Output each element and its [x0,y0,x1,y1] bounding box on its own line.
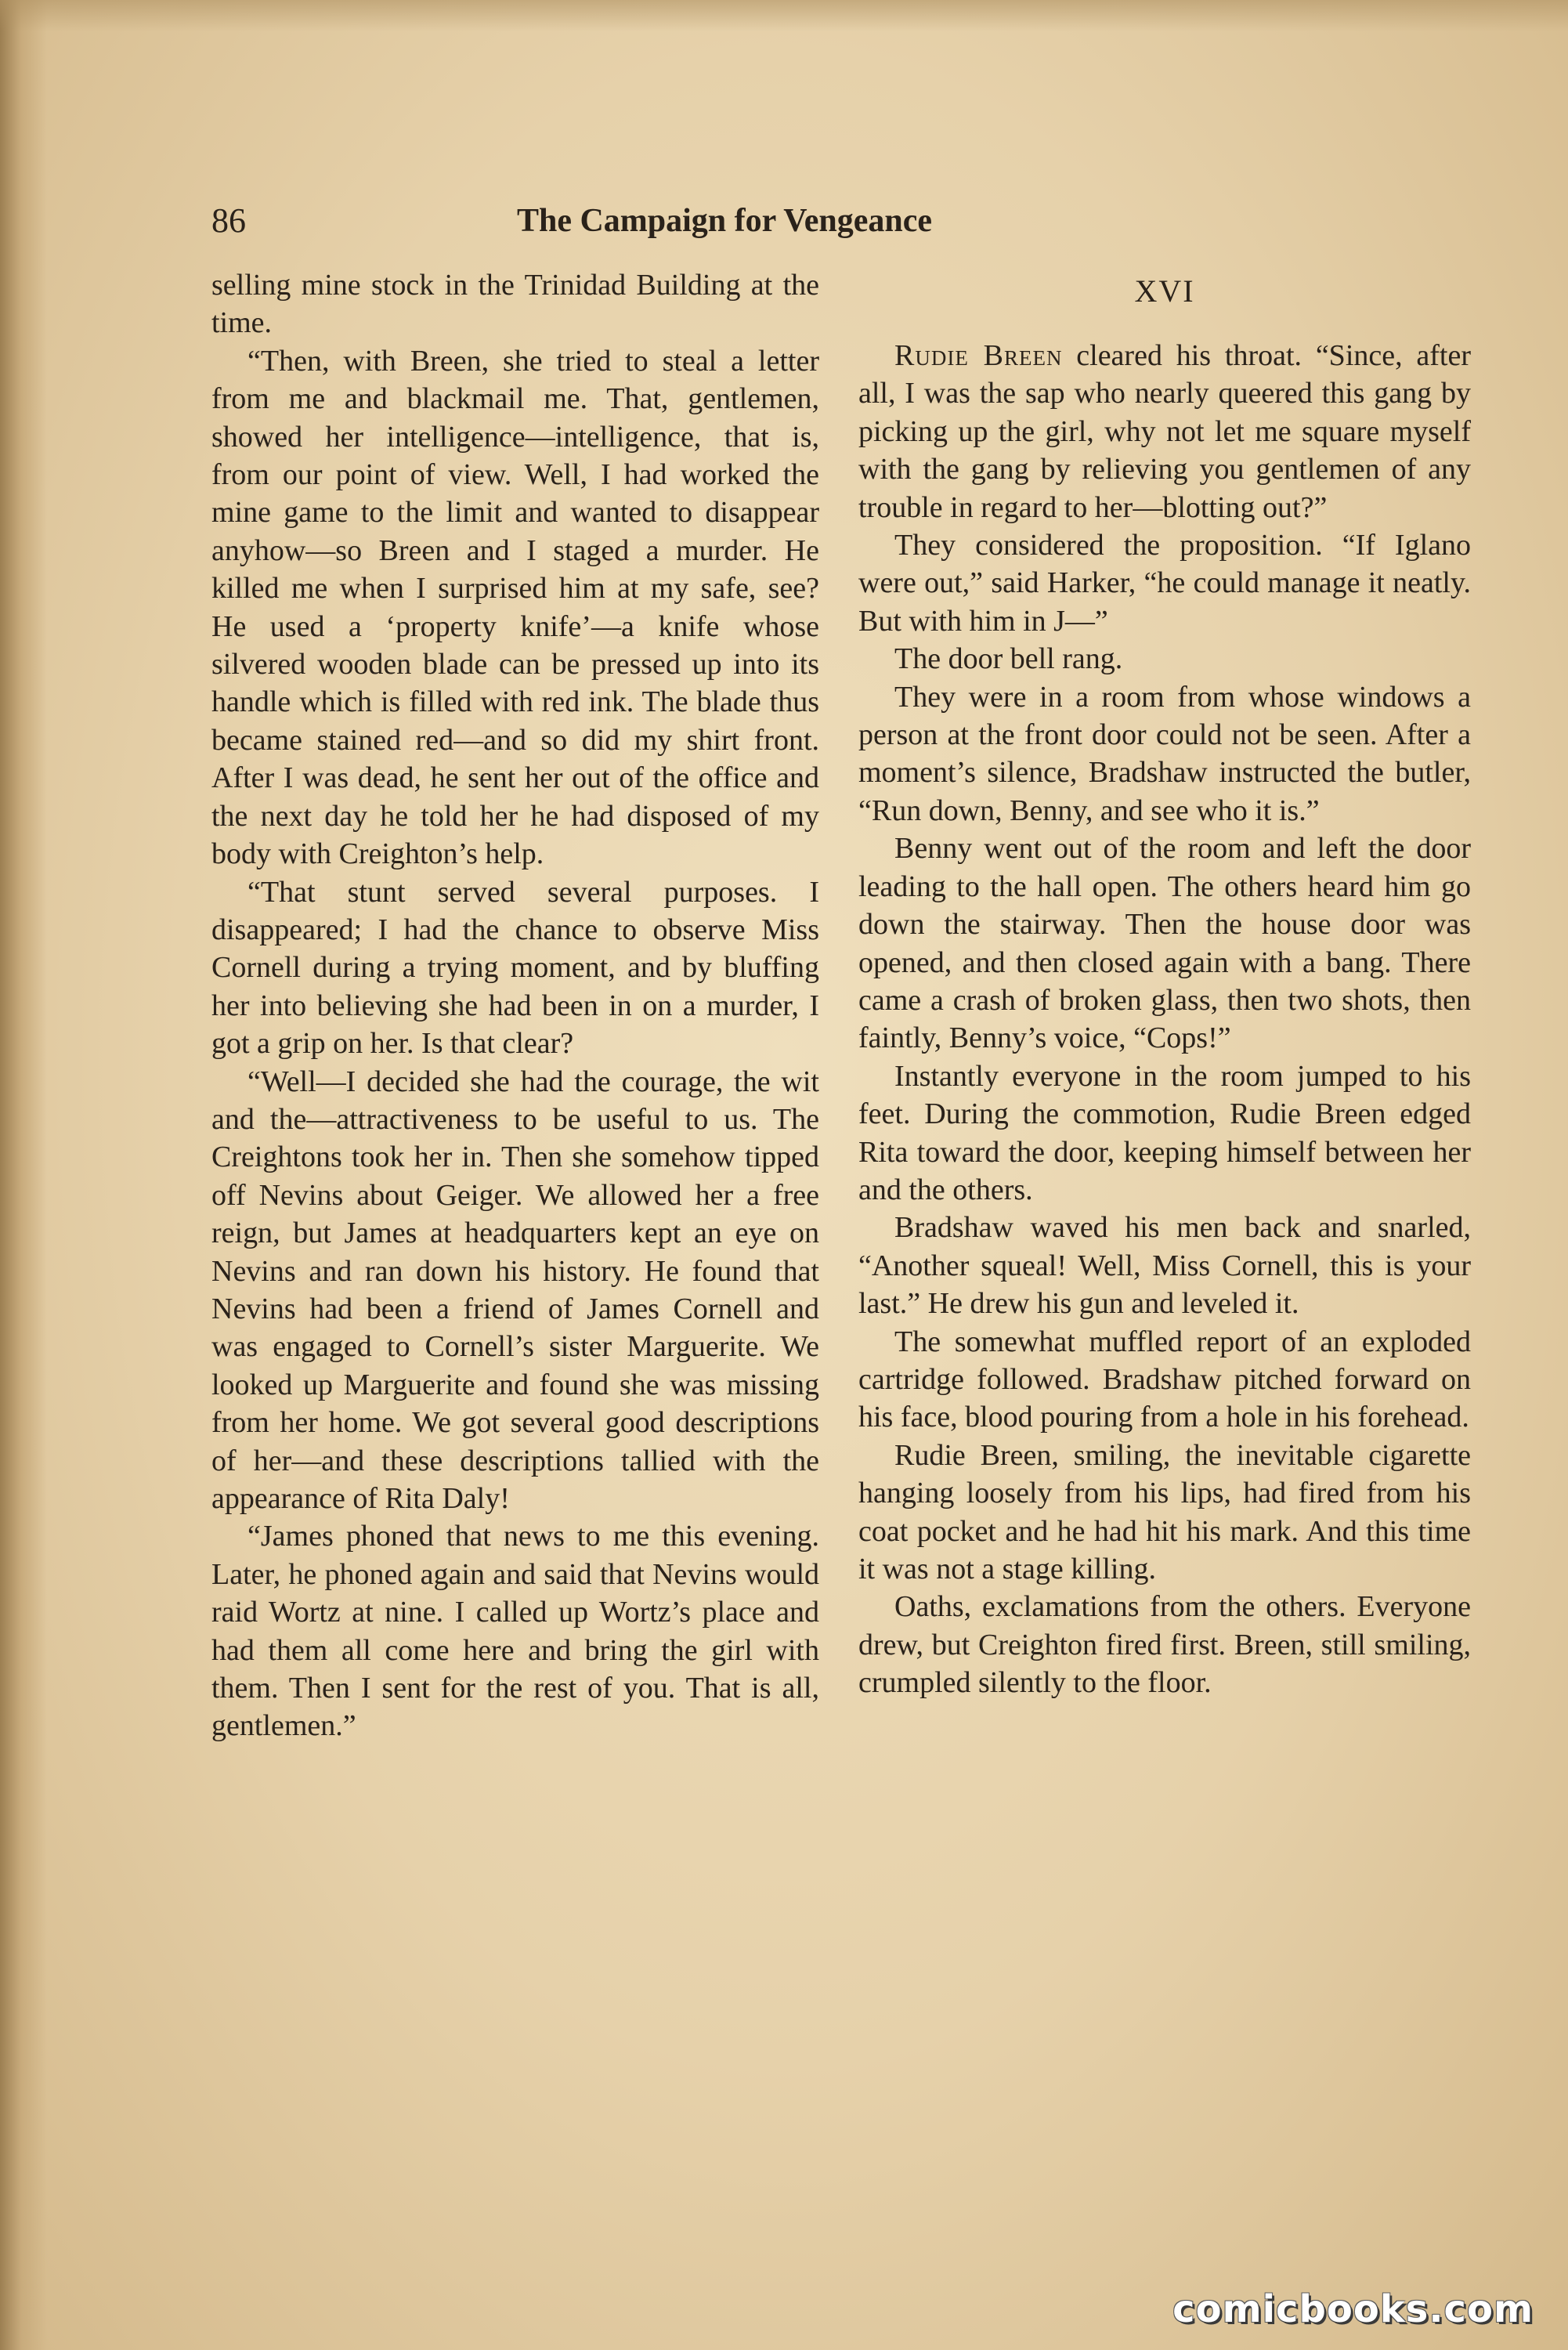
chapter-number: XVI [1134,273,1195,309]
page-top-shadow [0,0,1568,31]
paragraph: They were in a room from whose windows a person at the front door could not be seen. After a moment’s silence, Bradshaw instructed the butler, “Run down, Benny, and see who it is.” [858,680,1471,827]
paragraph: Bradshaw waved his men back and snarled, “Another squeal! Well, Miss Cornell, this is your last.” He drew his gun and leveled it. [858,1211,1471,1321]
page-title: The Campaign for Vengeance [516,203,933,239]
site-watermark: comicbooks.com [1172,2287,1534,2331]
right-column [858,266,1471,1702]
page-binding-shadow [0,0,47,2350]
opening-name: Rudie Breen [894,339,1063,372]
paragraph: “Then, with Breen, she tried to steal a letter from me and blackmail me. That, gentlemen, showed her intelligence—intelligence, that is, from our point of view. Well, I had worked the mine game to the limit and wanted to disappear anyhow—so Breen and I staged a murder. He killed me when I surprised him at my safe, see? He used a ‘property knife’—a knife whose silvered wooden blade can be pressed up into its handle which is filled with red ink. The blade thus became stained red—and so did my shirt front. After I was dead, he sent her out of the office and the next day he told her he had disposed of my body with Creighton’s help. [211,344,819,871]
paragraph: Benny went out of the room and left the door leading to the hall open. The others heard him go down the stairway. Then the house door was opened, and then closed again with a bang. There came a crash of broken glass, then two shots, then faintly, Benny’s voice, “Cops!” [858,832,1471,1055]
paragraph: “James phoned that news to me this evening. Later, he phoned again and said that Nevins would raid Wortz at nine. I called up Wortz’s place and had them all come here and bring the girl with them. Then I sent for the rest of you. That is all, gentlemen.” [211,1520,819,1743]
paragraph: Rudie Breen, smiling, the inevitable cigarette hanging loosely from his lips, had fired from his coat pocket and he had hit his mark. And this time it was not a stage killing. [858,1438,1471,1585]
paragraph: “Well—I decided she had the courage, the wit and the—attractiveness to be useful to us. The Creightons took her in. Then she somehow tipped off Nevins about Geiger. We allowed her a free reign, but James at headquarters kept an eye on Nevins and ran down his history. He found that Nevins had been a friend of James Cornell and was engaged to Cornell’s sister Marguerite. We looked up Marguerite and found she was missing from her home. We got several good descriptions of her—and these descriptions tallied with the appearance of Rita Daly! [211,1065,819,1515]
paragraph: They considered the proposition. “If Iglano were out,” said Harker, “he could manage it neatly. But with him in J—” [858,529,1471,638]
paragraph: Oaths, exclamations from the others. Everyone drew, but Creighton fired first. Breen, still smiling, crumpled silently to the floor. [858,1590,1471,1700]
opening-text: cleared his throat. “Since, after all, I was the sap who nearly queered this gang by picking up the girl, why not let me square myself with the gang by relieving you gentlemen of any trouble in regard to her—blotting out?” [858,339,1471,524]
paragraph: The door bell rang. [894,642,1123,676]
paragraph: selling mine stock in the Trinidad Building at the time. [211,269,819,340]
page-number: 86 [211,201,246,240]
chapter-opening-paragraph [858,337,1471,526]
paragraph: Instantly everyone in the room jumped to his feet. During the commotion, Rudie Breen edged Rita toward the door, keeping himself between her and the others. [858,1059,1471,1206]
left-column [211,266,819,1745]
paragraph: “That stunt served several purposes. I disappeared; I had the chance to observe Miss Cornell during a trying moment, and by bluffing her into believing she had been in on a murder, I got a grip on her. Is that clear? [211,875,819,1061]
running-header [211,196,1097,251]
paragraph: The somewhat muffled report of an exploded cartridge followed. Bradshaw pitched forward on his face, blood pouring from a hole in his forehead. [858,1325,1471,1434]
